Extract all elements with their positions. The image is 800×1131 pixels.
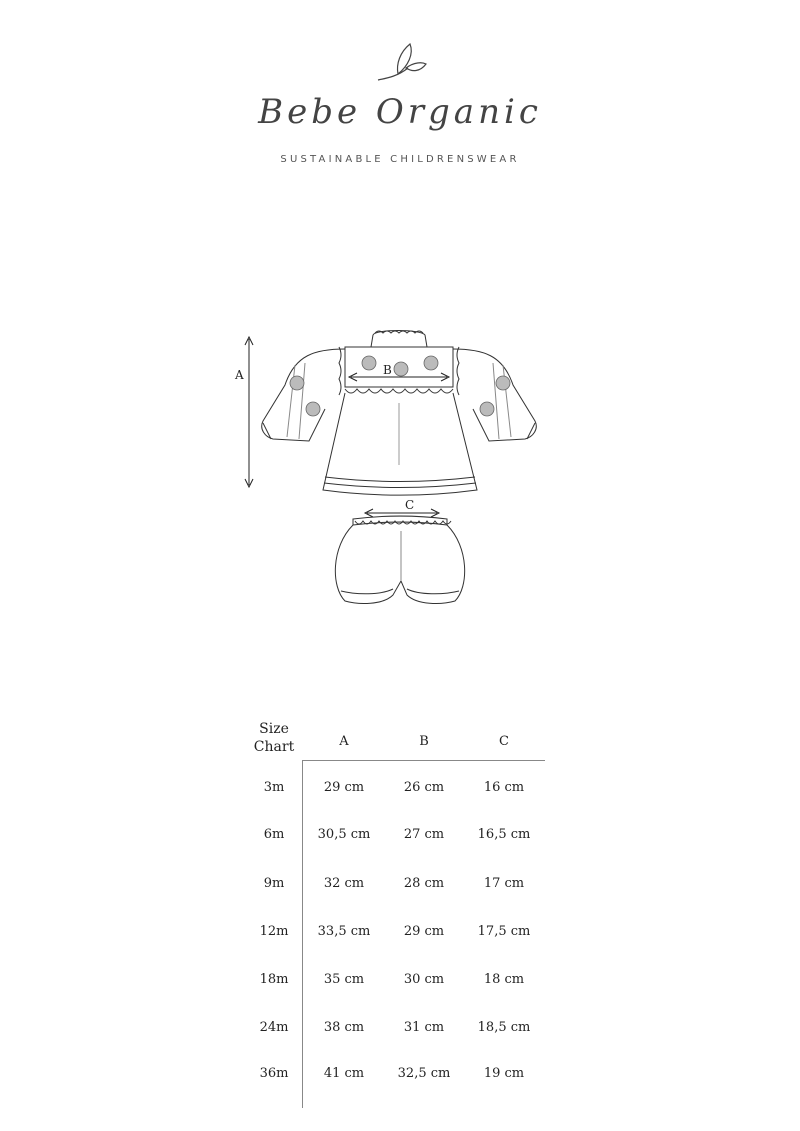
leaf-logo-icon bbox=[370, 38, 430, 88]
size-cell: 6m bbox=[263, 827, 285, 842]
table-row bbox=[236, 876, 556, 896]
table-row bbox=[236, 972, 556, 992]
value-cell-b: 32,5 cm bbox=[397, 1066, 451, 1081]
table-row bbox=[236, 924, 556, 944]
value-cell-c: 16 cm bbox=[483, 780, 525, 795]
value-cell-a: 38 cm bbox=[323, 1020, 365, 1035]
size-cell: 9m bbox=[263, 876, 285, 891]
brand-name: Bebe Organic bbox=[258, 92, 542, 132]
flower-embroidery bbox=[290, 356, 510, 416]
size-cell: 3m bbox=[263, 780, 285, 795]
dimension-b-label: B bbox=[383, 363, 392, 377]
value-cell-a: 30,5 cm bbox=[317, 827, 371, 842]
bloomers-drawing bbox=[335, 516, 464, 603]
table-row bbox=[236, 827, 556, 847]
value-cell-c: 18 cm bbox=[483, 972, 525, 987]
value-cell-b: 26 cm bbox=[403, 780, 445, 795]
value-cell-b: 29 cm bbox=[403, 924, 445, 939]
value-cell-c: 17 cm bbox=[483, 876, 525, 891]
value-cell-a: 29 cm bbox=[323, 780, 365, 795]
blouse-drawing bbox=[262, 331, 537, 496]
size-cell: 24m bbox=[259, 1020, 289, 1035]
header-divider bbox=[302, 760, 545, 761]
value-cell-a: 41 cm bbox=[323, 1066, 365, 1081]
column-header-c: C bbox=[499, 734, 509, 749]
value-cell-c: 18,5 cm bbox=[477, 1020, 531, 1035]
dimension-a-label: A bbox=[235, 368, 244, 382]
value-cell-c: 17,5 cm bbox=[477, 924, 531, 939]
size-chart-title: Size Chart bbox=[253, 721, 295, 755]
value-cell-c: 16,5 cm bbox=[477, 827, 531, 842]
table-row bbox=[236, 1066, 556, 1086]
size-cell: 36m bbox=[259, 1066, 289, 1081]
dimension-a-arrow bbox=[245, 337, 253, 487]
value-cell-c: 19 cm bbox=[483, 1066, 525, 1081]
value-cell-a: 32 cm bbox=[323, 876, 365, 891]
brand-tagline: SUSTAINABLE CHILDRENSWEAR bbox=[280, 154, 520, 165]
value-cell-a: 35 cm bbox=[323, 972, 365, 987]
garment-diagram bbox=[225, 325, 575, 620]
size-cell: 12m bbox=[259, 924, 289, 939]
value-cell-a: 33,5 cm bbox=[317, 924, 371, 939]
dimension-c-label: C bbox=[405, 498, 415, 512]
column-header-a: A bbox=[339, 734, 349, 749]
table-row bbox=[236, 780, 556, 800]
value-cell-b: 27 cm bbox=[403, 827, 445, 842]
table-row bbox=[236, 1020, 556, 1040]
value-cell-b: 30 cm bbox=[403, 972, 445, 987]
value-cell-b: 28 cm bbox=[403, 876, 445, 891]
size-cell: 18m bbox=[259, 972, 289, 987]
value-cell-b: 31 cm bbox=[403, 1020, 445, 1035]
column-header-b: B bbox=[419, 734, 429, 749]
